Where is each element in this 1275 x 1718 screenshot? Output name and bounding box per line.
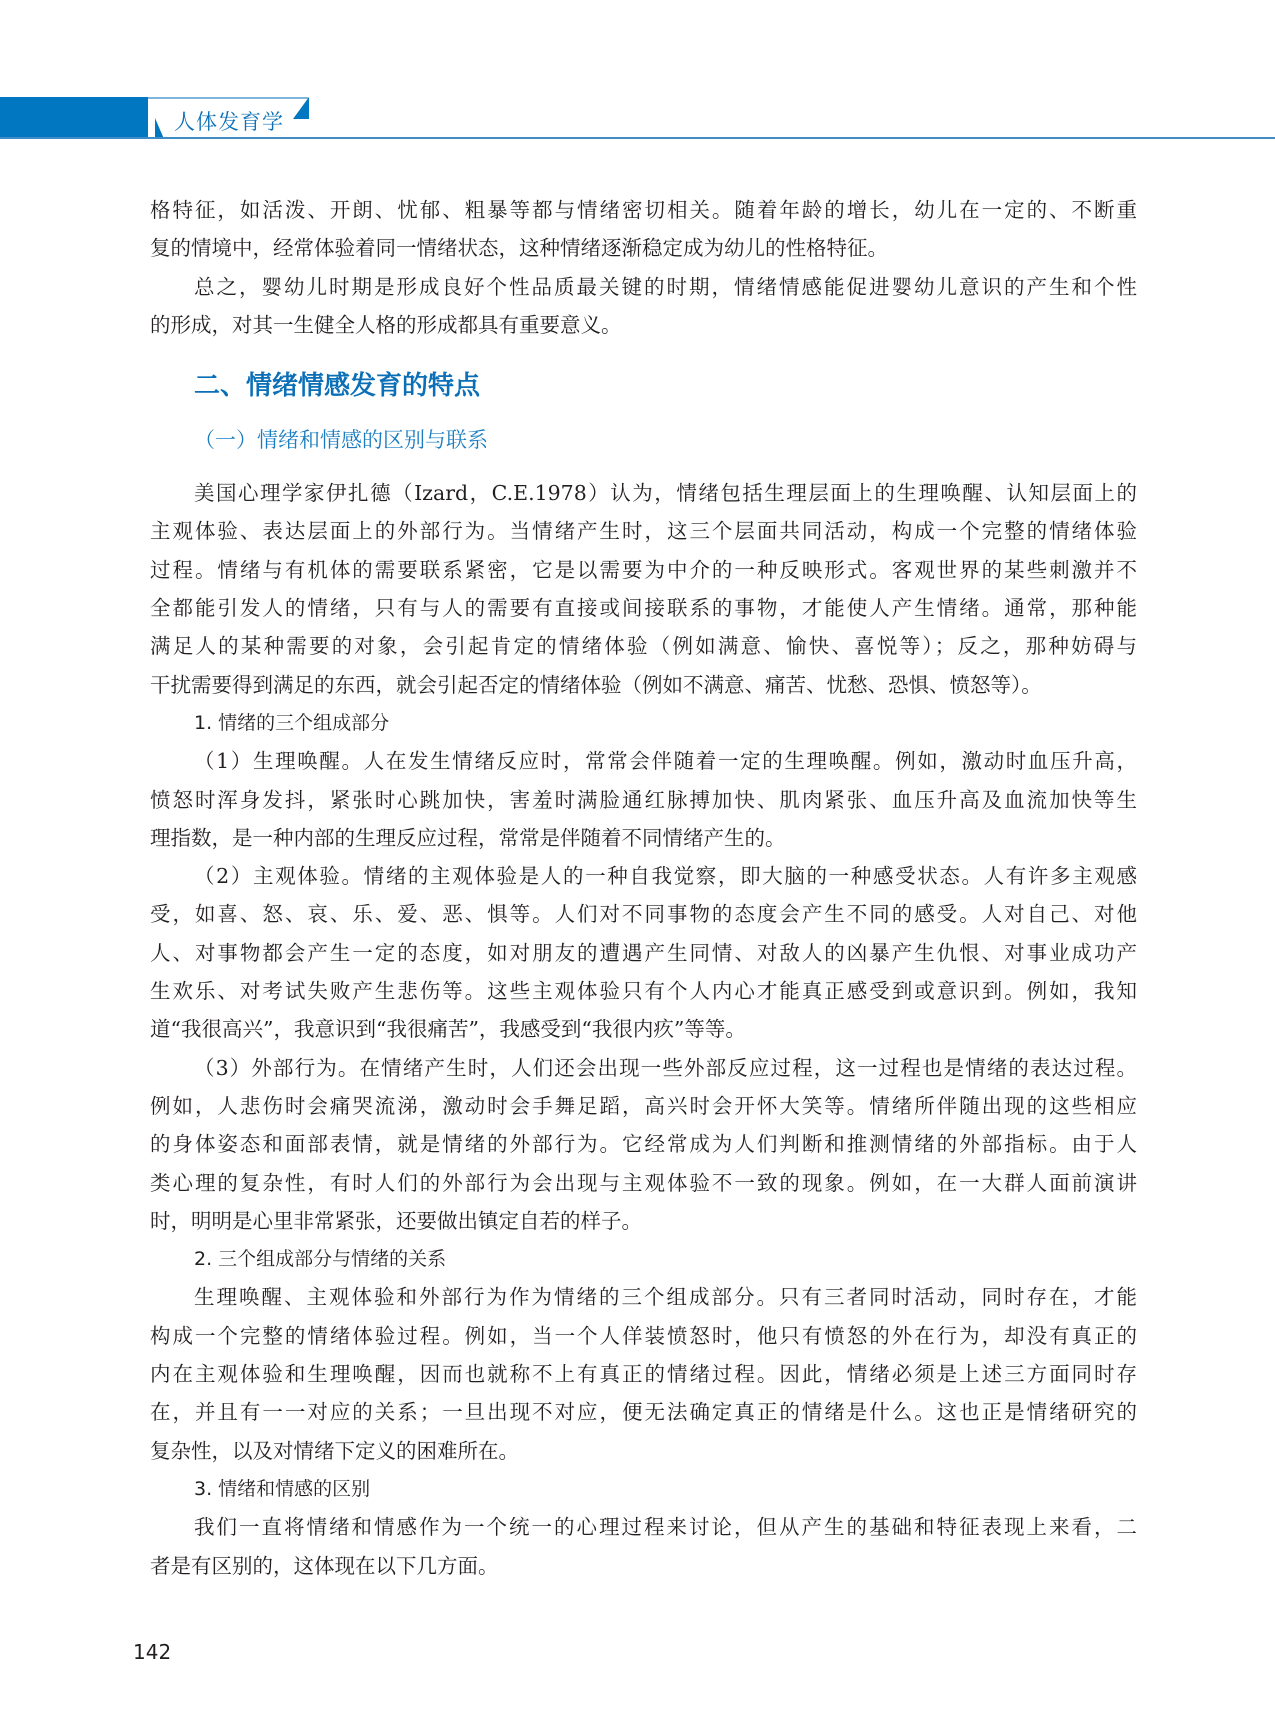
text-line: 美国心理学家伊扎德（Izard，C.E.1978）认为，情绪包括生理层面上的生理唤醒、认知层面上的 bbox=[194, 481, 1137, 506]
text-line: 复的情境中，经常体验着同一情绪状态，这种情绪逐渐稳定成为幼儿的性格特征。 bbox=[150, 236, 888, 261]
header-rule bbox=[0, 137, 1275, 139]
text-line: 内在主观体验和生理唤醒，因而也就称不上有真正的情绪过程。因此，情绪必须是上述三方面同时存 bbox=[150, 1362, 1137, 1387]
paragraph bbox=[150, 742, 1137, 857]
text-line: 的身体姿态和面部表情，就是情绪的外部行为。它经常成为人们判断和推测情绪的外部指标。由于人 bbox=[150, 1132, 1137, 1157]
text-line: 满足人的某种需要的对象，会引起肯定的情绪体验（例如满意、愉快、喜悦等）；反之，那种妨碍与 bbox=[150, 634, 1137, 659]
text-line: 构成一个完整的情绪体验过程。例如，当一个人佯装愤怒时，他只有愤怒的外在行为，却没有真正的 bbox=[150, 1323, 1137, 1348]
text-line: 我们一直将情绪和情感作为一个统一的心理过程来讨论，但从产生的基础和特征表现上来看，二 bbox=[194, 1515, 1137, 1540]
text-line: 愤怒时浑身发抖，紧张时心跳加快，害羞时满脸通红脉搏加快、肌肉紧张、血压升高及血流加快等生 bbox=[150, 787, 1137, 812]
page-number: 142 bbox=[133, 1640, 172, 1664]
text-line: 生欢乐、对考试失败产生悲伤等。这些主观体验只有个人内心才能真正感受到或意识到。例如，我知 bbox=[150, 979, 1137, 1004]
subsection-heading: （一）情绪和情感的区别与联系 bbox=[194, 428, 488, 453]
paragraph bbox=[150, 1508, 1137, 1585]
header-wedge bbox=[155, 118, 164, 139]
text-line: 主观体验、表达层面上的外部行为。当情绪产生时，这三个层面共同活动，构成一个完整的情绪体验 bbox=[150, 519, 1137, 544]
text-line: 道“我很高兴”，我意识到“我很痛苦”，我感受到“我很内疚”等等。 bbox=[150, 1017, 746, 1042]
numbered-heading: 1. 情绪的三个组成部分 bbox=[194, 711, 390, 734]
text-line: 的形成，对其一生健全人格的形成都具有重要意义。 bbox=[150, 312, 622, 337]
text-line: 干扰需要得到满足的东西，就会引起否定的情绪体验（例如不满意、痛苦、忧愁、恐惧、愤怒等）。 bbox=[150, 672, 1042, 697]
text-line: 复杂性，以及对情绪下定义的困难所在。 bbox=[150, 1438, 519, 1463]
numbered-heading: 2. 三个组成部分与情绪的关系 bbox=[194, 1248, 447, 1271]
paragraph bbox=[150, 857, 1137, 1048]
text-line: 受，如喜、怒、哀、乐、爱、恶、惧等。人们对不同事物的态度会产生不同的感受。人对自己、对他 bbox=[150, 902, 1137, 927]
text-line: 过程。情绪与有机体的需要联系紧密，它是以需要为中介的一种反映形式。客观世界的某些刺激并不 bbox=[150, 557, 1137, 582]
paragraph bbox=[150, 1278, 1137, 1469]
paragraph bbox=[150, 1049, 1137, 1240]
numbered-heading: 3. 情绪和情感的区别 bbox=[194, 1477, 371, 1500]
text-line: 例如，人悲伤时会痛哭流涕，激动时会手舞足蹈，高兴时会开怀大笑等。情绪所伴随出现的这些相应 bbox=[150, 1093, 1137, 1118]
text-line: 者是有区别的，这体现在以下几方面。 bbox=[150, 1553, 499, 1578]
text-line: 总之，婴幼儿时期是形成良好个性品质最关键的时期，情绪情感能促进婴幼儿意识的产生和个性 bbox=[194, 274, 1137, 299]
text-line: 时，明明是心里非常紧张，还要做出镇定自若的样子。 bbox=[150, 1208, 642, 1233]
book-title: 人体发育学 bbox=[174, 110, 284, 134]
section-heading: 二、情绪情感发育的特点 bbox=[194, 371, 481, 402]
text-line: 类心理的复杂性，有时人们的外部行为会出现与主观体验不一致的现象。例如，在一大群人面前演讲 bbox=[150, 1170, 1137, 1195]
text-line: 全都能引发人的情绪，只有与人的需要有直接或间接联系的事物，才能使人产生情绪。通常，那种能 bbox=[150, 596, 1137, 621]
text-line: 理指数，是一种内部的生理反应过程，常常是伴随着不同情绪产生的。 bbox=[150, 825, 786, 850]
text-line: 格特征，如活泼、开朗、忧郁、粗暴等都与情绪密切相关。随着年龄的增长，幼儿在一定的、不断重 bbox=[150, 198, 1137, 222]
header-color-bar bbox=[0, 97, 155, 139]
paragraph bbox=[150, 268, 1137, 345]
header-corner bbox=[293, 97, 309, 119]
text-line: 人、对事物都会产生一定的态度，如对朋友的遭遇产生同情、对敌人的凶暴产生仇恨、对事业成功产 bbox=[150, 940, 1137, 965]
text-line: 在，并且有一一对应的关系；一旦出现不对应，便无法确定真正的情绪是什么。这也正是情绪研究的 bbox=[150, 1400, 1137, 1425]
text-line: 生理唤醒、主观体验和外部行为作为情绪的三个组成部分。只有三者同时活动，同时存在，才能 bbox=[194, 1285, 1137, 1310]
text-line: （3）外部行为。在情绪产生时，人们还会出现一些外部反应过程，这一过程也是情绪的表达过程。 bbox=[194, 1055, 1137, 1080]
text-line: （1）生理唤醒。人在发生情绪反应时，常常会伴随着一定的生理唤醒。例如，激动时血压升高， bbox=[194, 749, 1137, 774]
paragraph bbox=[150, 474, 1137, 704]
paragraph bbox=[150, 191, 1137, 268]
text-line: （2）主观体验。情绪的主观体验是人的一种自我觉察，即大脑的一种感受状态。人有许多主观感 bbox=[194, 864, 1137, 889]
page-body bbox=[150, 191, 1137, 1585]
